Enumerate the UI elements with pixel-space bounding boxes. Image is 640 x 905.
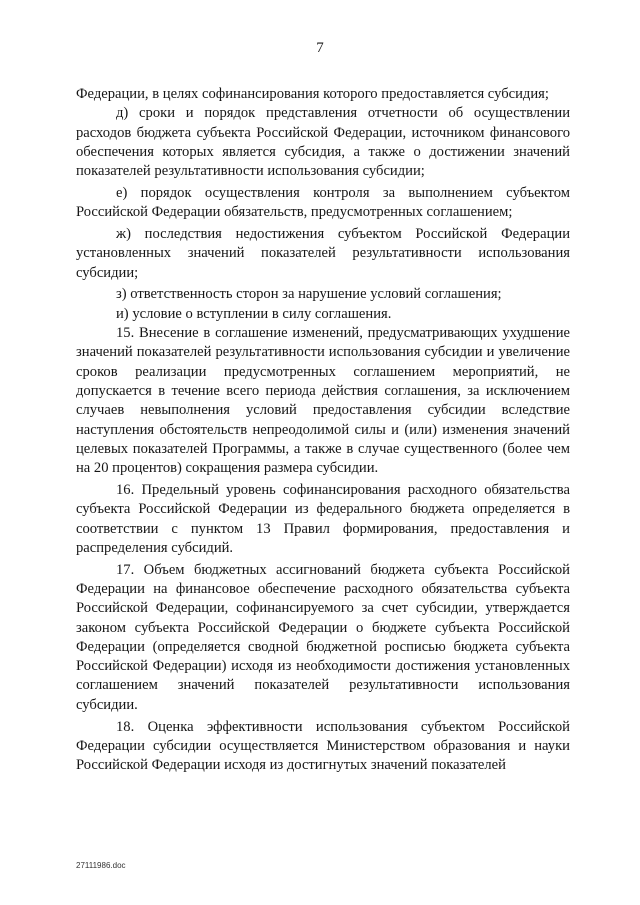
page-number: 7 — [316, 40, 324, 56]
paragraph-16: 16. Предельный уровень софинансирования расходного обязательства субъекта Российской Федерации из федерального бюджета определяется в соответствии с пунктом 13 Правил формирования, предоставления и распределения субсидий. — [76, 481, 570, 556]
paragraph-item-zh: ж) последствия недостижения субъектом Российской Федерации установленных значений показателей результативности использования субсидии; — [76, 226, 570, 281]
paragraph-item-i: и) условие о вступлении в силу соглашения. — [116, 305, 392, 322]
paragraph-continuation: Федерации, в целях софинансирования которого предоставляется субсидия; — [76, 86, 549, 102]
paragraph-17: 17. Объем бюджетных ассигнований бюджета субъекта Российской Федерации на финансовое обеспечение расходного обязательства субъекта Российской Федерации, софинансируемого за счет субсидии, утверждается законом субъекта Российской Федерации о бюджете субъекта Российской Федерации (определяется сводной бюджетной росписью бюджета субъекта Российской Федерации) исходя из необходимости достижения установленных соглашением значений показателей результативности использования субсидии. — [76, 561, 570, 713]
paragraph-15: 15. Внесение в соглашение изменений, предусматривающих ухудшение значений показателей результативности использования субсидии и увеличение сроков реализации предусмотренных соглашением мероприятий, не допускается в течение всего периода действия соглашения, за исключением случаев невыполнения условий предоставления субсидии вследствие наступления обстоятельств непреодолимой силы и (или) изменения значений целевых показателей Программы, а также в случае существенного (более чем на 20 процентов) сокращения размера субсидии. — [76, 325, 570, 477]
footer-file-name: 27111986.doc — [76, 861, 126, 870]
paragraph-item-e: е) порядок осуществления контроля за выполнением субъектом Российской Федерации обязательств, предусмотренных соглашением; — [76, 184, 570, 221]
document-body — [76, 85, 570, 775]
paragraph-item-z: з) ответственность сторон за нарушение условий соглашения; — [116, 286, 502, 303]
paragraph-item-d: д) сроки и порядок представления отчетности об осуществлении расходов бюджета субъекта Российской Федерации, источником финансового обеспечения которых является субсидия, а также о достижении значений показателей результативности использования субсидии; — [76, 105, 570, 180]
paragraph-18: 18. Оценка эффективности использования субъектом Российской Федерации субсидии осуществляется Министерством образования и науки Российской Федерации исходя из достигнутых значений показателей — [76, 718, 570, 774]
